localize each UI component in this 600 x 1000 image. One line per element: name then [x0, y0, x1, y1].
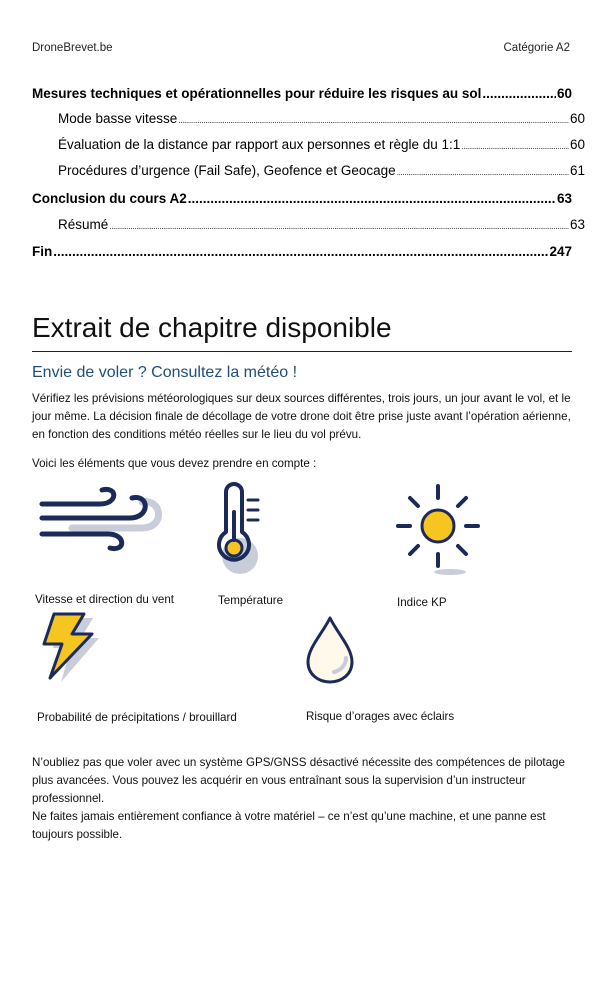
caption-wind: Vitesse et direction du vent — [35, 593, 174, 606]
toc-entry-page: 63 — [556, 191, 572, 206]
toc-entry-page: 60 — [569, 111, 585, 126]
toc-entry-page: 247 — [549, 244, 572, 259]
lead-text: Voici les éléments que vous devez prendre en compte : — [32, 457, 317, 470]
toc-entry[interactable] — [32, 244, 572, 259]
toc-entry[interactable] — [45, 137, 585, 152]
toc-entry-page: 60 — [569, 137, 585, 152]
section-subtitle: Envie de voler ? Consultez la météo ! — [32, 364, 298, 381]
sun-icon — [392, 482, 488, 578]
toc-entry-title: Résumé — [58, 217, 109, 232]
toc-entry-page: 61 — [569, 163, 585, 178]
gps-warning-paragraph: N’oubliez pas que voler avec un système GPS/GNSS désactivé nécessite des compétences de pilotage plus avancées. Vous pouvez les acquérir en vous entraînant sous la supervision d’un instructeur professionnel. — [32, 756, 565, 805]
wind-icon — [38, 484, 156, 556]
toc-entry-title: Conclusion du cours A2 — [32, 191, 187, 206]
toc-entry-page: 60 — [556, 86, 572, 101]
header-category: Catégorie A2 — [503, 42, 570, 54]
caption-kp-index: Indice KP — [397, 596, 447, 609]
caption-precipitation: Probabilité de précipitations / brouillard — [37, 711, 237, 724]
intro-paragraph: Vérifiez les prévisions météorologiques sur deux sources différentes, trois jours, un jour avant le vol, et le jour même. La décision finale de décollage de votre drone doit être prise juste avant l’opération aérienne, en fonction des conditions météo réelles sur le lieu du vol prévu. — [32, 392, 571, 441]
toc-entry-title: Fin — [32, 244, 53, 259]
toc-entry-title: Évaluation de la distance par rapport aux personnes et règle du 1:1 — [58, 137, 461, 152]
toc-entry[interactable] — [45, 111, 585, 126]
toc-entry-title: Mesures techniques et opérationnelles pour réduire les risques au sol — [32, 86, 482, 101]
toc-entry[interactable] — [32, 86, 572, 101]
heading-divider — [32, 351, 572, 352]
equipment-warning-paragraph: Ne faites jamais entièrement confiance à votre matériel – ce n’est qu’une machine, et une panne est toujours possible. — [32, 810, 546, 841]
toc-entry-title: Procédures d’urgence (Fail Safe), Geofence et Geocage — [58, 163, 396, 178]
raindrop-icon — [304, 614, 360, 686]
thermometer-icon — [214, 482, 270, 574]
chapter-title: Extrait de chapitre disponible — [32, 312, 392, 343]
lightning-icon — [36, 612, 100, 682]
toc-entry-page: 63 — [569, 217, 585, 232]
toc-entry[interactable] — [45, 163, 585, 178]
toc-entry[interactable] — [45, 217, 585, 232]
toc-entry-title: Mode basse vitesse — [58, 111, 178, 126]
header-site-name: DroneBrevet.be — [32, 42, 113, 54]
caption-temperature: Température — [218, 594, 284, 607]
caption-thunderstorms: Risque d’orages avec éclairs — [306, 710, 455, 723]
toc-entry[interactable] — [32, 191, 572, 206]
